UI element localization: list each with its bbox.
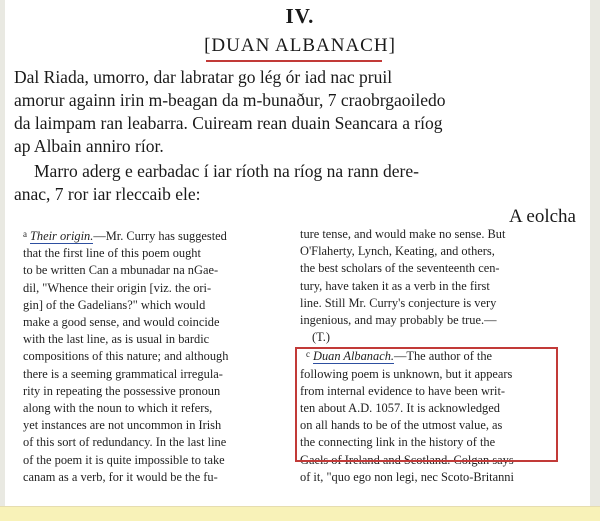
irish-text-line: ap Albain anniro ríor. bbox=[14, 136, 164, 156]
footnote-line: rity in repeating the possessive pronoun bbox=[23, 383, 221, 398]
footnote-line: with the last line, as is usual in bardic bbox=[23, 332, 210, 347]
footnote-line: from internal evidence to have been writ- bbox=[300, 383, 506, 398]
footnote-line: ture tense, and would make no sense. But bbox=[300, 227, 506, 241]
highlight-box bbox=[295, 347, 558, 462]
footnote-line: ingenious, and may probably be true.— bbox=[300, 313, 497, 328]
footnote-line: O'Flaherty, Lynch, Keating, and others, bbox=[300, 244, 495, 259]
footnote-label: Duan Albanach. bbox=[313, 349, 394, 364]
irish-text-line: da laimpam ran leabarra. Cuiream rean duain Seancara a ríog bbox=[14, 113, 443, 133]
footnote-label: Their origin. bbox=[30, 229, 94, 243]
footnote-line: of this sort of redundancy. In the last line bbox=[23, 435, 227, 450]
footnote-line: tury, have taken it as a verb in the first bbox=[300, 278, 490, 293]
footnote-line: yet instances are not uncommon in Irish bbox=[23, 418, 222, 433]
footnote-marker: a bbox=[23, 229, 27, 239]
bottom-band bbox=[0, 506, 600, 521]
footnote-line: Gaels of Ireland and Scotland. Colgan says bbox=[300, 452, 514, 467]
footnote-line: on all hands to be of the utmost value, as bbox=[300, 418, 503, 433]
footnote-line bbox=[23, 226, 228, 245]
footnote-line: along with the noun to which it refers, bbox=[23, 401, 213, 416]
irish-text-line: Marro aderg e earbadac í iar ríoth na ríog na rann dere- bbox=[34, 161, 419, 181]
footnote-line: canam as a verb, for it would be the fu- bbox=[23, 469, 218, 484]
footnote-line: dil, "Whence their origin [viz. the ori- bbox=[23, 280, 212, 295]
footnote-line: of it, "quo ego non legi, nec Scoto-Britanni bbox=[300, 469, 514, 484]
footnote-line: following poem is unknown, but it appears bbox=[300, 366, 513, 381]
footnote-line: the best scholars of the seventeenth cen- bbox=[300, 261, 500, 276]
footnote-text: —The author of the bbox=[394, 349, 493, 364]
footnote-line: of the poem it is quite impossible to take bbox=[23, 452, 225, 467]
footnote-marker: c bbox=[306, 349, 310, 360]
footnote-line: line. Still Mr. Curry's conjecture is very bbox=[300, 295, 497, 310]
footnote-text: —Mr. Curry has suggested bbox=[93, 229, 227, 243]
footnote-line: make a good sense, and would coincide bbox=[23, 315, 220, 330]
footnote-line: ten about A.D. 1057. It is acknowledged bbox=[300, 401, 500, 416]
footnote-line: that the first line of this poem ought bbox=[23, 246, 201, 261]
footnote-their-origin bbox=[23, 226, 228, 486]
poem-opening-word: A eolcha bbox=[508, 206, 576, 227]
footnote-line: there is a seeming grammatical irregula- bbox=[23, 366, 223, 381]
poem-title: [DUAN ALBANACH] bbox=[204, 35, 396, 56]
footnote-line: compositions of this nature; and although bbox=[23, 349, 229, 364]
title-red-underline bbox=[206, 60, 382, 62]
irish-text-line: amorur againn irin m-beagan da m-bunaður, 7 craobrgaoiledo bbox=[14, 90, 446, 110]
footnote-line: to be written Can a mbunadar na nGae- bbox=[23, 263, 219, 278]
footnote-line: the connecting link in the history of the bbox=[300, 435, 496, 450]
irish-text-line: Dal Riada, umorro, dar labratar go lég ór iad nac pruil bbox=[14, 67, 393, 87]
footnote-line: gin] of the Gadelians?" which would bbox=[23, 297, 206, 312]
chapter-heading: IV. bbox=[285, 4, 315, 28]
irish-text-line: anac, 7 ror iar rleccaib ele: bbox=[14, 184, 201, 204]
footnote-line: (T.) bbox=[312, 330, 330, 345]
